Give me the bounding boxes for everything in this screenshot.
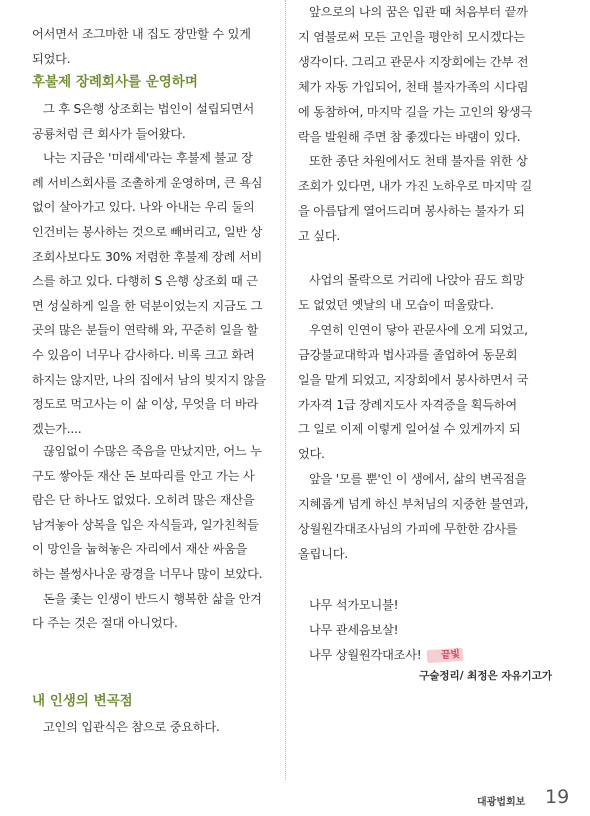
text-line: 조회사보다도 30% 저렴한 후불제 장례 서비	[32, 249, 263, 264]
text-line: 금강불교대학과 법사과를 졸업하여 동문회	[298, 347, 518, 362]
text-line: 남겨놓아 상복을 입은 자식들과, 일가친척들	[32, 517, 259, 532]
text-line: 되었다.	[32, 52, 71, 67]
text-line: 이 망인을 눕혀놓은 자리에서 재산 싸움을	[32, 542, 248, 557]
text-line: 례 서비스회사를 조촐하게 운영하며, 큰 욕심	[32, 175, 263, 190]
text-line: 구도 쌓아둔 재산 돈 보따리를 안고 가는 사	[32, 468, 255, 483]
text-line: 인건비는 봉사하는 것으로 빼버리고, 일반 상	[32, 225, 263, 239]
text-line: 지혜롭게 넘게 하신 부처님의 지중한 불연과,	[298, 497, 529, 512]
text-line: 정도로 먹고사는 이 삶 이상, 무엇을 더 바라	[32, 397, 259, 412]
page-number: 19	[545, 786, 570, 808]
text-line: 고인의 입관식은 참으로 중요하다.	[42, 720, 220, 734]
text-line: 스를 하고 있다. 다행히 S 은행 상조회 때 근	[32, 274, 258, 289]
prayer-line: 나무 상월원각대조사! 끝빛	[298, 647, 552, 663]
text-line: 어서면서 조그마한 내 집도 장만할 수 있게	[32, 27, 251, 41]
section-heading: 후불제 장례회사를 운영하며	[32, 74, 198, 90]
text-line: 에 동참하여, 마지막 길을 가는 고인의 왕생극	[298, 104, 533, 119]
text-line: 고 싶다.	[298, 229, 341, 244]
text-line: 앞으로의 나의 꿈은 입관 때 처음부터 끝까	[308, 5, 528, 19]
author-credit: 구술정리/ 최정은 자유기고가	[419, 670, 552, 682]
section-heading: 내 인생의 변곡점	[32, 693, 133, 709]
text-line: 그 일로 이제 이렇게 일어설 수 있게까지 되	[298, 422, 521, 437]
text-line: 락을 발원해 주면 참 좋겠다는 바램이 있다.	[298, 129, 521, 144]
text-line: 일을 맡게 되었고, 지장회에서 봉사하면서 국	[298, 372, 529, 387]
text-line: 조회가 있다면, 내가 가진 노하우로 마지막 길	[298, 179, 533, 194]
text-line: 앞을 '모를 뿐'인 이 생에서, 삶의 변곡점을	[308, 472, 527, 487]
text-line: 하는 볼썽사나운 광경을 너무나 많이 보았다.	[32, 567, 263, 581]
text-line: 공룡처럼 큰 회사가 들어왔다.	[32, 126, 186, 141]
publication-name: 대광법회보	[477, 797, 526, 808]
text-line: 을 아름답게 열어드리며 봉사하는 불자가 되	[298, 204, 525, 219]
text-line: 우연히 인연이 닿아 관문사에 오게 되었고,	[308, 322, 528, 337]
text-line: 람은 단 하나도 없었다. 오히려 많은 재산을	[32, 493, 255, 508]
text-line: 돈을 좇는 인생이 반드시 행복한 삶을 안겨	[42, 591, 262, 606]
text-line: 었다.	[298, 447, 325, 462]
text-line: 곳의 많은 분들이 연락해 와, 꾸준히 일을 할	[32, 323, 259, 338]
text-line: 상월원각대조사님의 가피에 무한한 감사를	[298, 522, 518, 536]
end-stamp: 끝빛	[426, 648, 463, 663]
text-line: 면 성실하게 일을 한 덕분이었는지 지금도 그	[32, 298, 263, 313]
text-line: 사업의 몰락으로 거리에 나앉아 끔도 희망	[308, 273, 525, 287]
text-line: 하지는 않지만, 나의 집에서 남의 빚지지 않을	[32, 372, 267, 387]
prayer-line: 나무 관세음보살!	[308, 623, 399, 637]
text-line: 수 있음이 너무나 감사하다. 비록 크고 화려	[32, 348, 255, 362]
text-line: 그 후 S은행 상조회는 법인이 설립되면서	[42, 102, 255, 116]
text-line: 올립니다.	[298, 546, 348, 561]
text-line: 체가 자동 가입되어, 천태 불자가족의 시다림	[298, 79, 529, 94]
prayer-line: 나무 석가모니불!	[308, 598, 399, 612]
text-line: 없이 살아가고 있다. 나와 아내는 우리 둘의	[32, 200, 255, 215]
text-line: 다 주는 것은 절대 아니었다.	[32, 616, 178, 631]
text-line: 또한 종단 차원에서도 천태 불자를 위한 상	[308, 154, 528, 169]
column-divider	[285, 0, 287, 780]
text-line: 끊임없이 수많은 죽음을 만났지만, 어느 누	[42, 444, 262, 458]
text-line: 가자격 1급 장례지도사 자격증을 획득하여	[298, 397, 517, 412]
text-line: 지 염불로써 모든 고인을 평안히 모시겠다는	[298, 29, 525, 44]
text-line: 겠는가....	[32, 421, 82, 436]
text-line: 생각이다. 그리고 관문사 지장회에는 간부 전	[298, 54, 529, 69]
text-line: 나는 지금은 '미래세'라는 후불제 불교 장	[42, 151, 253, 166]
text-line: 도 없었던 옛날의 내 모습이 떠올랐다.	[298, 297, 494, 312]
